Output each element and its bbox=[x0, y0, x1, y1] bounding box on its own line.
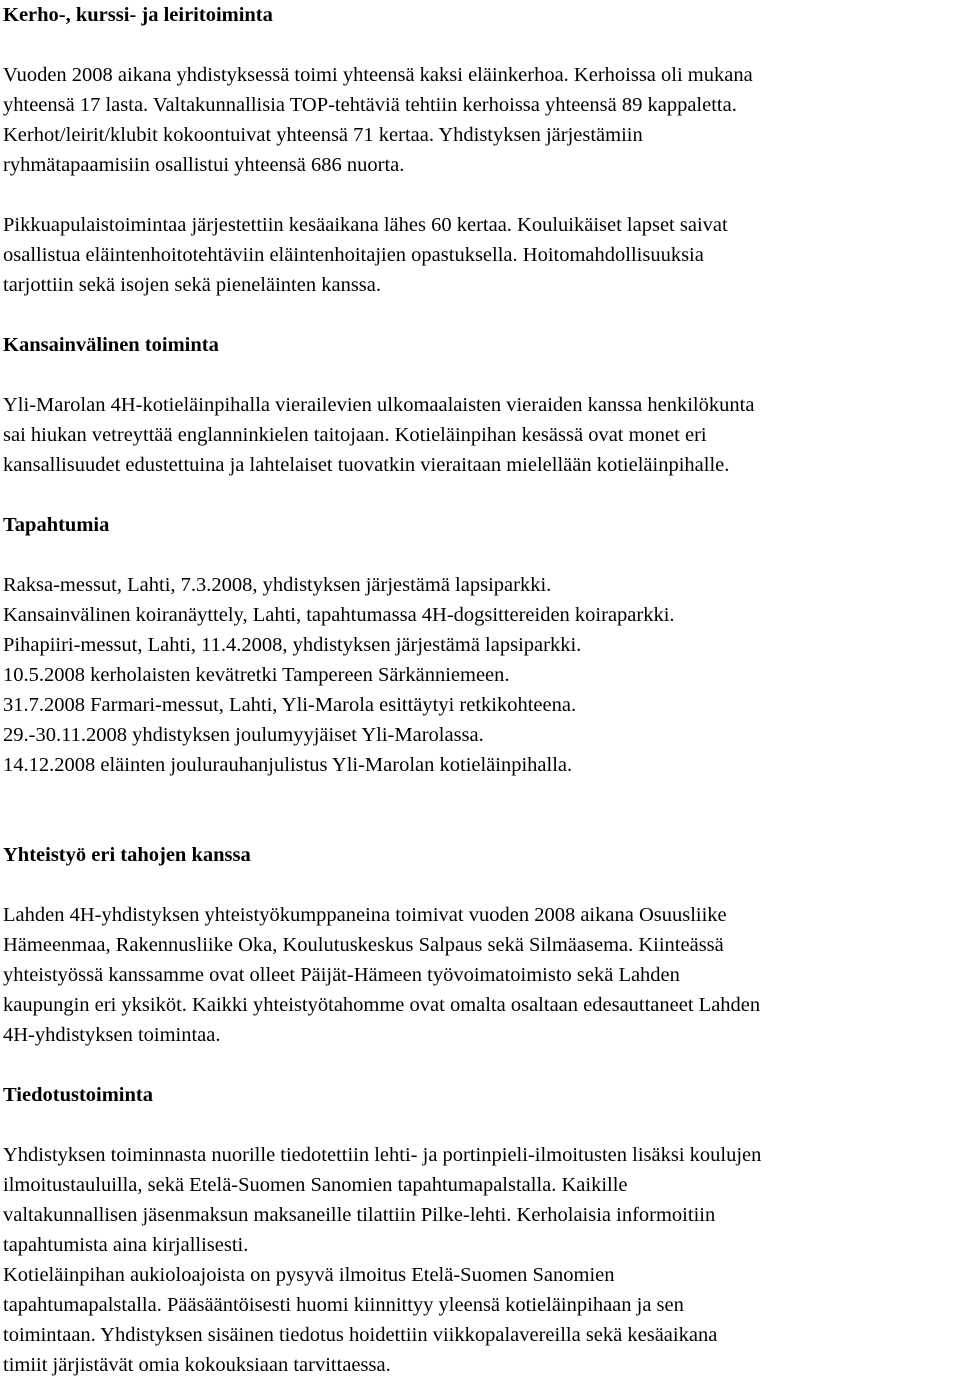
section-heading-communications: Tiedotustoiminta bbox=[3, 1084, 153, 1106]
event-item: Pihapiiri-messut, Lahti, 11.4.2008, yhdistyksen järjestämä lapsiparkki. bbox=[3, 634, 582, 656]
text-line: Kotieläinpihan aukioloajoista on pysyvä ilmoitus Etelä-Suomen Sanomien bbox=[3, 1264, 615, 1286]
text-line: kansallisuudet edustettuina ja lahtelaiset tuovatkin vieraitaan mielellään kotieläinpihalle. bbox=[3, 454, 730, 476]
paragraph-cooperation bbox=[3, 900, 958, 1050]
text-line: Yhdistyksen toiminnasta nuorille tiedotettiin lehti- ja portinpieli-ilmoitusten lisäksi koulujen bbox=[3, 1144, 762, 1166]
paragraph-international bbox=[3, 390, 958, 480]
event-item: 10.5.2008 kerholaisten kevätretki Tampereen Särkänniemeen. bbox=[3, 664, 510, 686]
paragraph-communications-farm bbox=[3, 1260, 958, 1380]
text-line: sai hiukan vetreyttää englanninkielen taitojaan. Kotieläinpihan kesässä ovat monet eri bbox=[3, 424, 707, 446]
paragraph-little-helpers bbox=[3, 210, 958, 300]
text-line: 4H-yhdistyksen toimintaa. bbox=[3, 1024, 221, 1046]
text-line: Lahden 4H-yhdistyksen yhteistyökumppaneina toimivat vuoden 2008 aikana Osuusliike bbox=[3, 904, 727, 926]
text-line: Pikkuapulaistoimintaa järjestettiin kesäaikana lähes 60 kertaa. Kouluikäiset lapset saivat bbox=[3, 214, 728, 236]
section-heading-club-activities: Kerho-, kurssi- ja leiritoiminta bbox=[3, 4, 273, 26]
event-item: 29.-30.11.2008 yhdistyksen joulumyyjäiset Yli-Marolassa. bbox=[3, 724, 484, 746]
document-page bbox=[3, 0, 958, 1380]
text-line: tapahtumapalstalla. Pääsääntöisesti huomi kiinnittyy yleensä kotieläinpihaan ja sen bbox=[3, 1294, 684, 1316]
text-line: timiit järjistävät omia kokouksiaan tarvittaessa. bbox=[3, 1354, 391, 1376]
event-item: Kansainvälinen koiranäyttely, Lahti, tapahtumassa 4H-dogsittereiden koiraparkki. bbox=[3, 604, 675, 626]
text-line: kaupungin eri yksiköt. Kaikki yhteistyötahomme ovat omalta osaltaan edesauttaneet Lahden bbox=[3, 994, 761, 1016]
section-heading-cooperation: Yhteistyö eri tahojen kanssa bbox=[3, 844, 251, 866]
paragraph-club-summary bbox=[3, 60, 958, 180]
event-item: 31.7.2008 Farmari-messut, Lahti, Yli-Marola esittäytyi retkikohteena. bbox=[3, 694, 577, 716]
paragraph-communications-youth bbox=[3, 1140, 958, 1260]
text-line: valtakunnallisen jäsenmaksun maksaneille tilattiin Pilke-lehti. Kerholaisia informoitiin bbox=[3, 1204, 716, 1226]
section-heading-events: Tapahtumia bbox=[3, 514, 110, 536]
text-line: tarjottiin sekä isojen sekä pieneläinten kanssa. bbox=[3, 274, 381, 296]
event-item: 14.12.2008 eläinten joulurauhanjulistus Yli-Marolan kotieläinpihalla. bbox=[3, 754, 573, 776]
section-heading-international: Kansainvälinen toiminta bbox=[3, 334, 219, 356]
text-line: osallistua eläintenhoitotehtäviin eläintenhoitajien opastuksella. Hoitomahdollisuuksia bbox=[3, 244, 704, 266]
text-line: Yli-Marolan 4H-kotieläinpihalla vierailevien ulkomaalaisten vieraiden kanssa henkilökunta bbox=[3, 394, 755, 416]
event-item: Raksa-messut, Lahti, 7.3.2008, yhdistyksen järjestämä lapsiparkki. bbox=[3, 574, 552, 596]
text-line: Vuoden 2008 aikana yhdistyksessä toimi yhteensä kaksi eläinkerhoa. Kerhoissa oli mukana bbox=[3, 64, 753, 86]
text-line: ryhmätapaamisiin osallistui yhteensä 686 nuorta. bbox=[3, 154, 405, 176]
text-line: yhteensä 17 lasta. Valtakunnallisia TOP-tehtäviä tehtiin kerhoissa yhteensä 89 kappaletta. bbox=[3, 94, 737, 116]
text-line: Kerhot/leirit/klubit kokoontuivat yhteensä 71 kertaa. Yhdistyksen järjestämiin bbox=[3, 124, 643, 146]
events-list bbox=[3, 570, 958, 780]
text-line: toimintaan. Yhdistyksen sisäinen tiedotus hoidettiin viikkopalavereilla sekä kesäaikana bbox=[3, 1324, 718, 1346]
text-line: tapahtumista aina kirjallisesti. bbox=[3, 1234, 249, 1256]
text-line: yhteistyössä kanssamme ovat olleet Päijät-Hämeen työvoimatoimisto sekä Lahden bbox=[3, 964, 680, 986]
text-line: ilmoitustauluilla, sekä Etelä-Suomen Sanomien tapahtumapalstalla. Kaikille bbox=[3, 1174, 628, 1196]
text-line: Hämeenmaa, Rakennusliike Oka, Koulutuskeskus Salpaus sekä Silmäasema. Kiinteässä bbox=[3, 934, 724, 956]
